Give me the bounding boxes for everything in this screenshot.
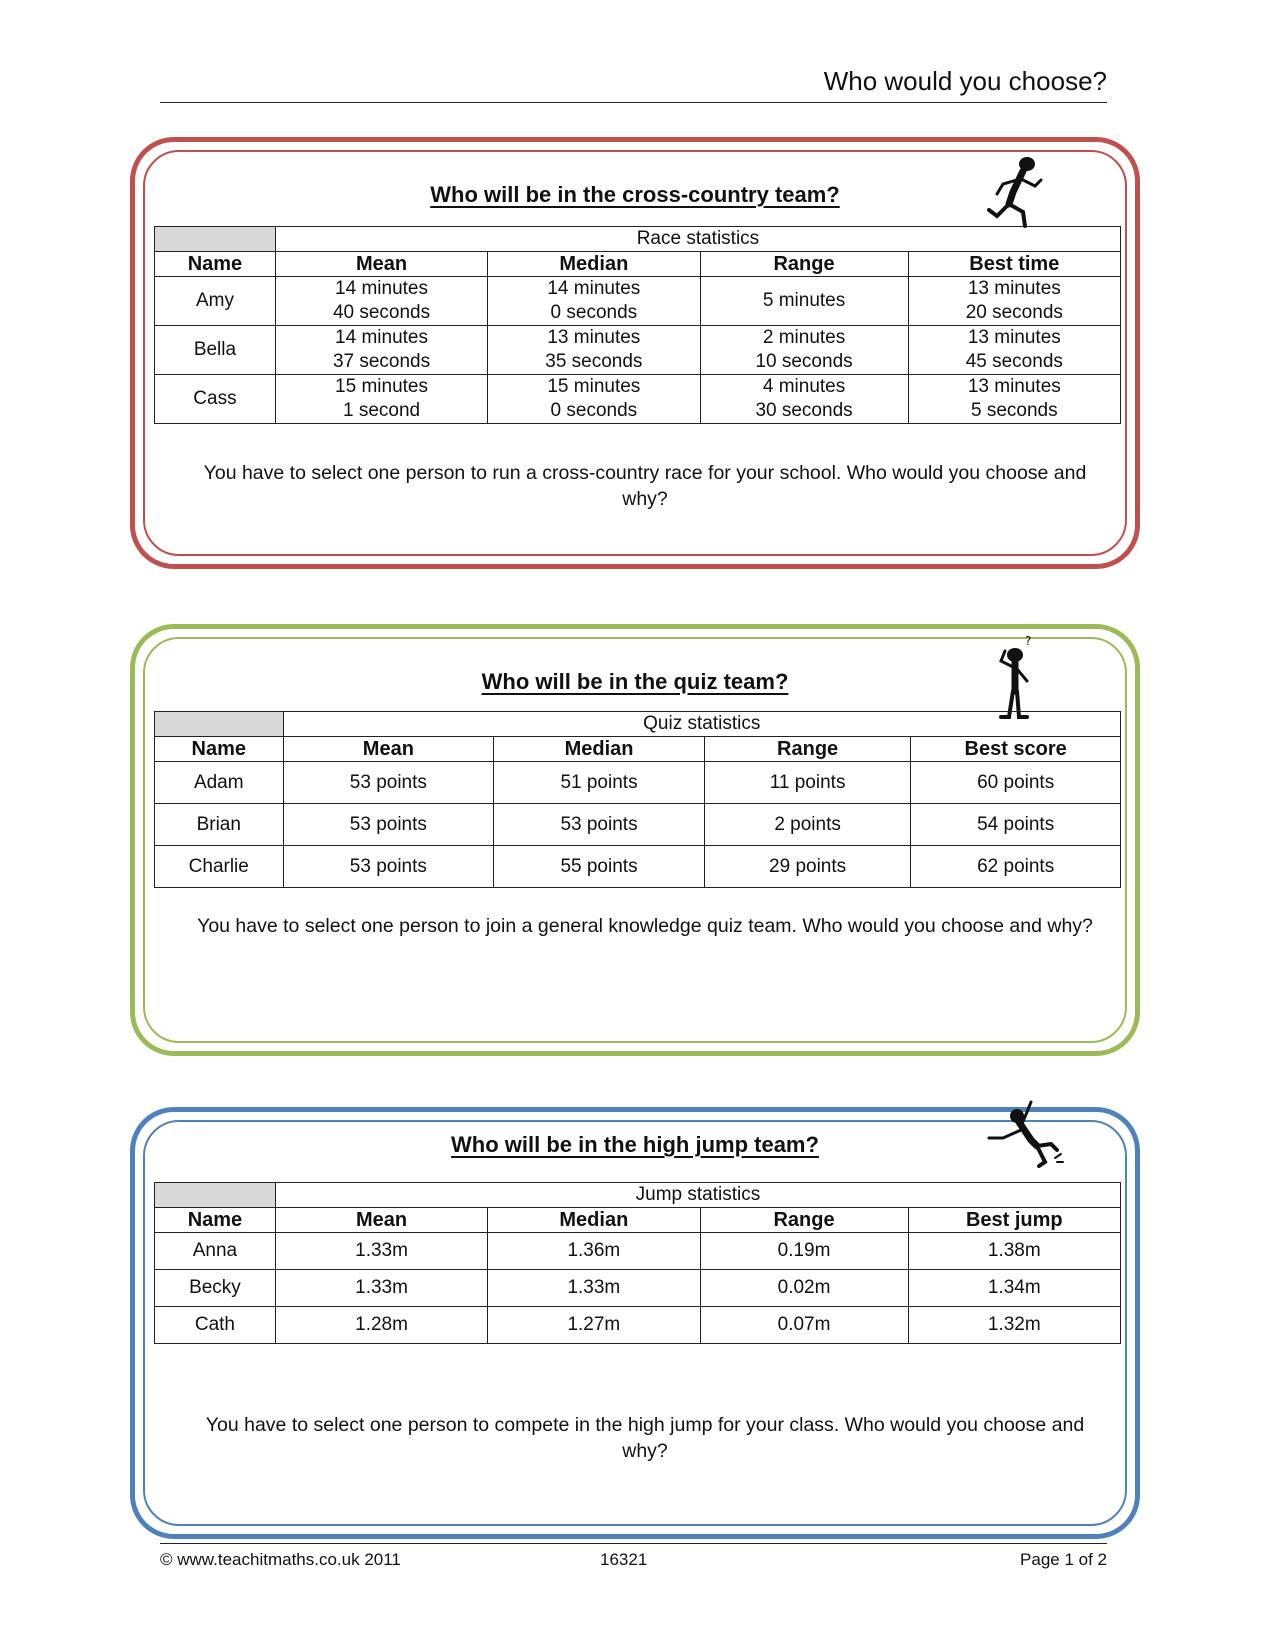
column-header: Median	[488, 1208, 700, 1233]
median-cell: 53 points	[494, 804, 705, 846]
table-row	[155, 277, 1121, 326]
range-cell: 5 minutes	[700, 277, 908, 326]
best-cell: 13 minutes 5 seconds	[908, 375, 1120, 424]
row-name: Cath	[155, 1307, 276, 1344]
table-row	[155, 375, 1121, 424]
range-cell: 2 minutes 10 seconds	[700, 326, 908, 375]
column-header: Name	[155, 252, 276, 277]
row-name: Charlie	[155, 846, 284, 888]
mean-cell: 1.33m	[275, 1233, 487, 1270]
row-name: Brian	[155, 804, 284, 846]
mean-cell: 1.28m	[275, 1307, 487, 1344]
jumping-stick-figure-icon	[981, 1088, 1065, 1168]
row-name: Anna	[155, 1233, 276, 1270]
table-row	[155, 804, 1121, 846]
median-cell: 1.36m	[488, 1233, 700, 1270]
best-cell: 13 minutes 20 seconds	[908, 277, 1120, 326]
copyright-text: © www.teachitmaths.co.uk 2011	[160, 1550, 401, 1569]
svg-text:?: ?	[1025, 634, 1032, 648]
quiz-prompt: You have to select one person to join a general knowledge quiz team. Who would you choose and why?	[197, 915, 1093, 937]
median-cell: 14 minutes 0 seconds	[488, 277, 700, 326]
mean-cell: 15 minutes 1 second	[275, 375, 487, 424]
thinking-stick-figure-icon	[993, 633, 1041, 723]
mean-cell: 53 points	[283, 846, 494, 888]
best-cell: 1.34m	[908, 1270, 1120, 1307]
column-header: Best score	[911, 737, 1121, 762]
table-row	[155, 326, 1121, 375]
median-cell: 15 minutes 0 seconds	[488, 375, 700, 424]
mean-cell: 53 points	[283, 804, 494, 846]
column-header: Range	[704, 737, 910, 762]
row-name: Bella	[155, 326, 276, 375]
best-cell: 13 minutes 45 seconds	[908, 326, 1120, 375]
range-cell: 11 points	[704, 762, 910, 804]
range-cell: 29 points	[704, 846, 910, 888]
column-header: Range	[700, 1208, 908, 1233]
cross-country-card	[130, 137, 1140, 569]
table-row	[155, 1307, 1121, 1344]
best-cell: 1.38m	[908, 1233, 1120, 1270]
column-header: Name	[155, 737, 284, 762]
blank-header-cell	[155, 712, 284, 737]
cross-country-title: Who will be in the cross-country team?	[430, 182, 840, 207]
jump-statistics-table	[154, 1182, 1121, 1344]
best-cell: 60 points	[911, 762, 1121, 804]
mean-cell: 14 minutes 37 seconds	[275, 326, 487, 375]
high-jump-title: Who will be in the high jump team?	[451, 1132, 819, 1157]
range-cell: 0.02m	[700, 1270, 908, 1307]
column-header: Best jump	[908, 1208, 1120, 1233]
column-header: Median	[488, 252, 700, 277]
best-cell: 62 points	[911, 846, 1121, 888]
column-header: Best time	[908, 252, 1120, 277]
range-cell: 4 minutes 30 seconds	[700, 375, 908, 424]
column-header: Name	[155, 1208, 276, 1233]
median-cell: 13 minutes 35 seconds	[488, 326, 700, 375]
range-cell: 2 points	[704, 804, 910, 846]
column-header: Mean	[275, 252, 487, 277]
column-header: Mean	[283, 737, 494, 762]
mean-cell: 14 minutes 40 seconds	[275, 277, 487, 326]
table-row	[155, 1270, 1121, 1307]
median-cell: 1.27m	[488, 1307, 700, 1344]
cross-country-prompt: You have to select one person to run a cross-country race for your school. Who would you choose and why?	[203, 462, 1087, 510]
blank-header-cell	[155, 1183, 276, 1208]
median-cell: 1.33m	[488, 1270, 700, 1307]
median-cell: 51 points	[494, 762, 705, 804]
page-number: Page 1 of 2	[1020, 1550, 1107, 1569]
page-footer	[160, 1543, 1107, 1574]
range-cell: 0.07m	[700, 1307, 908, 1344]
page-header	[160, 62, 1107, 103]
range-cell: 0.19m	[700, 1233, 908, 1270]
race-statistics-table	[154, 226, 1121, 424]
row-name: Becky	[155, 1270, 276, 1307]
quiz-card	[130, 624, 1140, 1056]
best-cell: 1.32m	[908, 1307, 1120, 1344]
table-row	[155, 1233, 1121, 1270]
page-title: Who would you choose?	[823, 66, 1107, 96]
table-row	[155, 846, 1121, 888]
median-cell: 55 points	[494, 846, 705, 888]
resource-code: 16321	[600, 1550, 648, 1569]
running-stick-figure-icon	[983, 154, 1047, 230]
mean-cell: 53 points	[283, 762, 494, 804]
table-row	[155, 762, 1121, 804]
best-cell: 54 points	[911, 804, 1121, 846]
blank-header-cell	[155, 227, 276, 252]
column-header: Mean	[275, 1208, 487, 1233]
high-jump-card	[130, 1107, 1140, 1539]
mean-cell: 1.33m	[275, 1270, 487, 1307]
quiz-statistics-table	[154, 711, 1121, 888]
row-name: Cass	[155, 375, 276, 424]
row-name: Adam	[155, 762, 284, 804]
quiz-title: Who will be in the quiz team?	[481, 669, 789, 694]
column-header: Range	[700, 252, 908, 277]
group-label: Race statistics	[275, 227, 1120, 252]
column-header: Median	[494, 737, 705, 762]
high-jump-prompt: You have to select one person to compete in the high jump for your class. Who would you choose and why?	[205, 1414, 1085, 1462]
row-name: Amy	[155, 277, 276, 326]
group-label: Quiz statistics	[283, 712, 1120, 737]
group-label: Jump statistics	[275, 1183, 1120, 1208]
